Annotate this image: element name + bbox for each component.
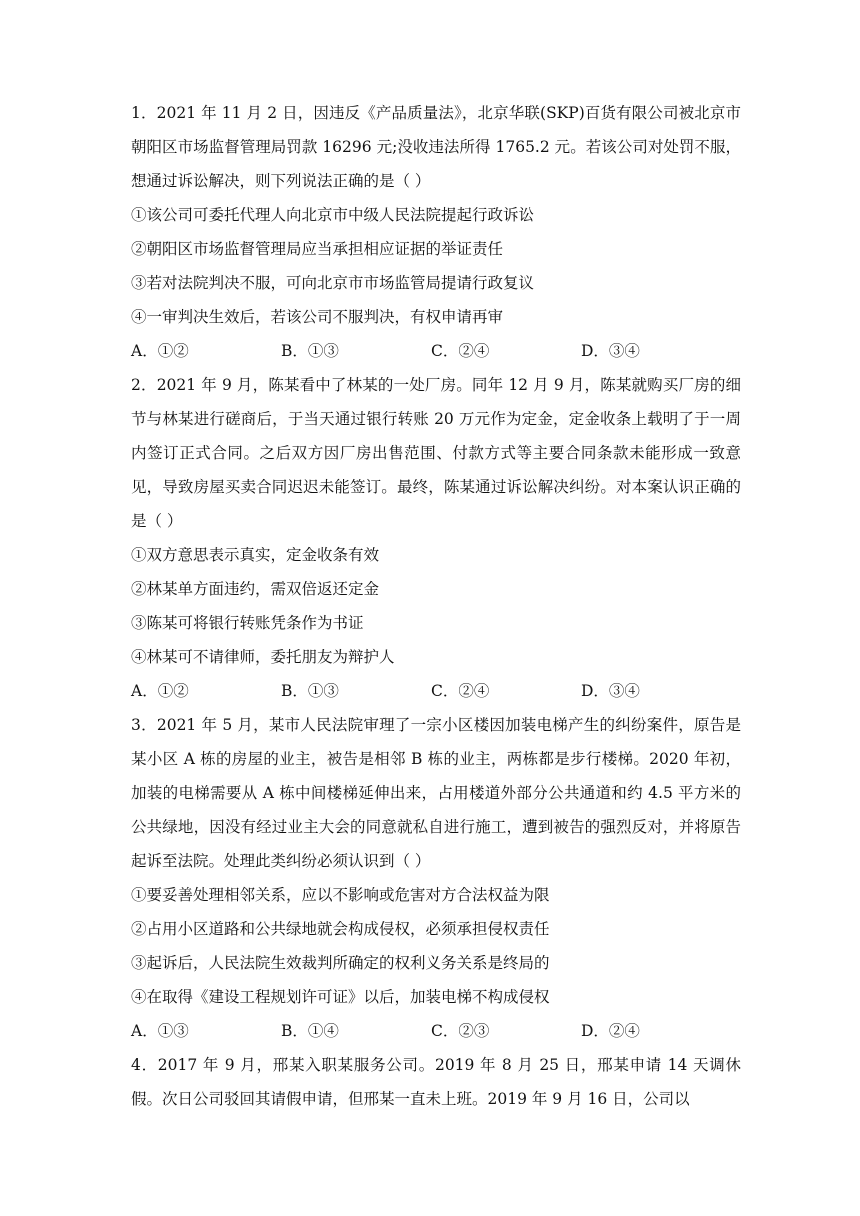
question-stem: 1．2021 年 11 月 2 日，因违反《产品质量法》，北京华联(SKP)百货有限公司被北京市朝阳区市场监督管理局罚款 16296 元;没收违法所得 1765.2 元。若该公司对处罚不服，想通过诉讼解决，则下列说法正确的是（ ）: [131, 104, 741, 190]
statement-item: ②林某单方面违约，需双倍返还定金: [131, 580, 380, 598]
question-4: [131, 1048, 741, 1116]
question-stem: 3．2021 年 5 月，某市人民法院审理了一宗小区楼因加装电梯产生的纠纷案件，原告是某小区 A 栋的房屋的业主，被告是相邻 B 栋的业主，两栋都是步行楼梯。2020 年初，加装的电梯需要从 A 栋中间楼梯延伸出来，占用楼道外部分公共通道和约 4.5 平方米的公共绿地，因没有经过业主大会的同意就私自进行施工，遭到被告的强烈反对，并将原告起诉至法院。处理此类纠纷必须认识到（ ）: [131, 716, 741, 870]
question-2: [131, 368, 741, 708]
question-3: [131, 708, 741, 1048]
choice-c: C．②④: [431, 682, 490, 700]
choice-c: C．②④: [431, 342, 490, 360]
question-stem: 2．2021 年 9 月，陈某看中了林某的一处厂房。同年 12 月 9 月，陈某就购买厂房的细节与林某进行磋商后，于当天通过银行转账 20 万元作为定金，定金收条上载明了于一周内签订正式合同。之后双方因厂房出售范围、付款方式等主要合同条款未能形成一致意见，导致房屋买卖合同迟迟未能签订。最终，陈某通过诉讼解决纠纷。对本案认识正确的是（ ）: [131, 376, 741, 530]
question-1: [131, 96, 741, 368]
statement-item: ②占用小区道路和公共绿地就会构成侵权，必须承担侵权责任: [131, 920, 550, 938]
choice-d: D．②④: [581, 1022, 640, 1040]
answer-choices: [131, 1014, 741, 1048]
question-stem: 4．2017 年 9 月，邢某入职某服务公司。2019 年 8 月 25 日，邢某申请 14 天调休假。次日公司驳回其请假申请，但邢某一直未上班。2019 年 9 月 16 日，公司以: [131, 1056, 741, 1108]
statement-item: ④在取得《建设工程规划许可证》以后，加装电梯不构成侵权: [131, 988, 550, 1006]
choice-b: B．①④: [281, 1022, 339, 1040]
statement-item: ②朝阳区市场监督管理局应当承担相应证据的举证责任: [131, 240, 504, 258]
document-page: [131, 96, 741, 1116]
statement-item: ③陈某可将银行转账凭条作为书证: [131, 614, 364, 632]
statement-item: ①该公司可委托代理人向北京市中级人民法院提起行政诉讼: [131, 206, 535, 224]
choice-d: D．③④: [581, 342, 640, 360]
answer-choices: [131, 334, 741, 368]
statement-item: ④林某可不请律师，委托朋友为辩护人: [131, 648, 395, 666]
choice-b: B．①③: [281, 342, 339, 360]
choice-a: A．①③: [131, 1022, 189, 1040]
choice-a: A．①②: [131, 342, 189, 360]
choice-b: B．①③: [281, 682, 339, 700]
statement-item: ①要妥善处理相邻关系，应以不影响或危害对方合法权益为限: [131, 886, 550, 904]
choice-a: A．①②: [131, 682, 189, 700]
statement-item: ③若对法院判决不服，可向北京市市场监管局提请行政复议: [131, 274, 535, 292]
statement-item: ①双方意思表示真实，定金收条有效: [131, 546, 380, 564]
statement-item: ③起诉后，人民法院生效裁判所确定的权利义务关系是终局的: [131, 954, 550, 972]
choice-c: C．②③: [431, 1022, 490, 1040]
statement-item: ④一审判决生效后，若该公司不服判决，有权申请再审: [131, 308, 504, 326]
choice-d: D．③④: [581, 682, 640, 700]
answer-choices: [131, 674, 741, 708]
